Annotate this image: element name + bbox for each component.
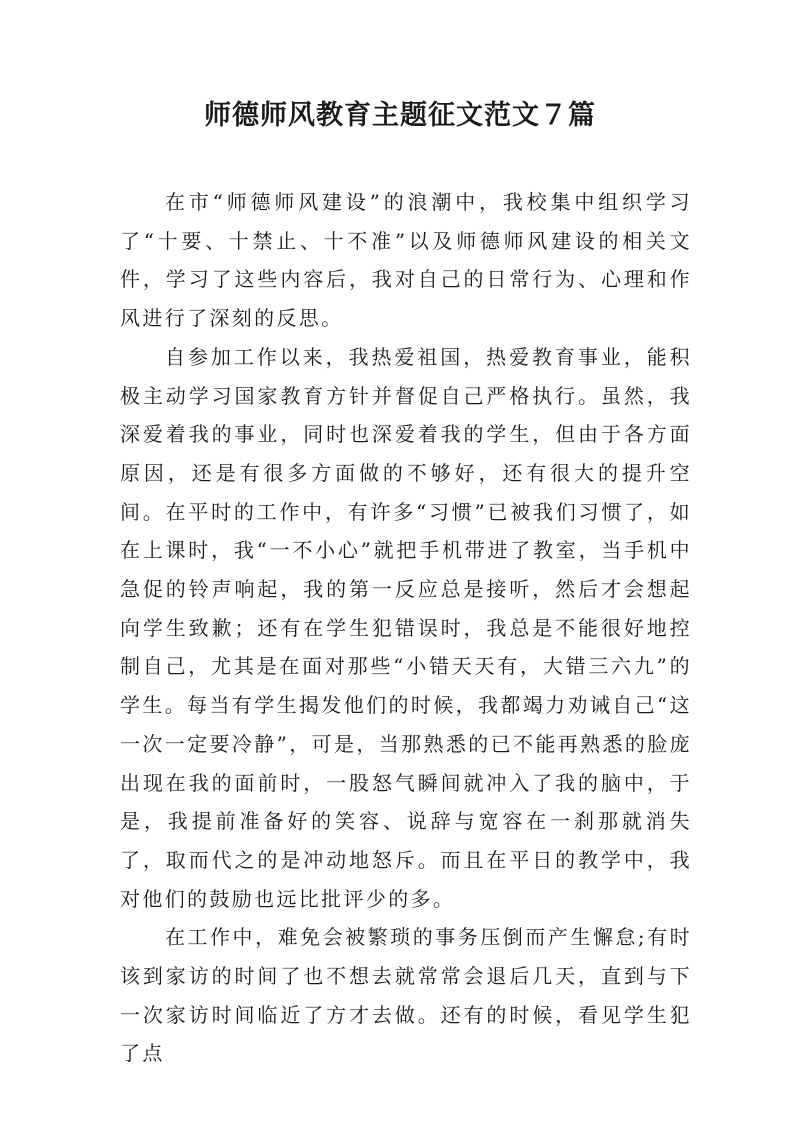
paragraph-2: 自参加工作以来，我热爱祖国，热爱教育事业，能积极主动学习国家教育方针并督促自己严格执行。虽然，我深爱着我的事业，同时也深爱着我的学生，但由于各方面原因，还是有很多方面做的不够好，还有很大的提升空间。在平时的工作中，有许多“习惯”已被我们习惯了，如在上课时，我“一不小心”就把手机带进了教室，当手机中急促的铃声响起，我的第一反应总是接听，然后才会想起向学生致歉；还有在学生犯错误时，我总是不能很好地控制自己，尤其是在面对那些“小错天天有，大错三六九”的学生。每当有学生揭发他们的时候，我都竭力劝诫自己“这一次一定要冷静”，可是，当那熟悉的已不能再熟悉的脸庞出现在我的面前时，一股怒气瞬间就冲入了我的脑中，于是，我提前准备好的笑容、说辞与宽容在一刹那就消失了，取而代之的是冲动地怒斥。而且在平日的教学中，我对他们的鼓励也远比批评少的多。 bbox=[120, 344, 692, 911]
document-body bbox=[120, 183, 692, 1073]
paragraph-3: 在工作中，难免会被繁琐的事务压倒而产生懈怠;有时该到家访的时间了也不想去就常常会退后几天，直到与下一次家访时间临近了方才去做。还有的时候，看见学生犯了点 bbox=[120, 925, 692, 1066]
document-title: 师德师风教育主题征文范文７篇 bbox=[204, 100, 596, 131]
paragraph-1: 在市“师德师风建设”的浪潮中，我校集中组织学习了“十要、十禁止、十不准”以及师德师风建设的相关文件，学习了这些内容后，我对自己的日常行为、心理和作风进行了深刻的反思。 bbox=[120, 190, 692, 331]
